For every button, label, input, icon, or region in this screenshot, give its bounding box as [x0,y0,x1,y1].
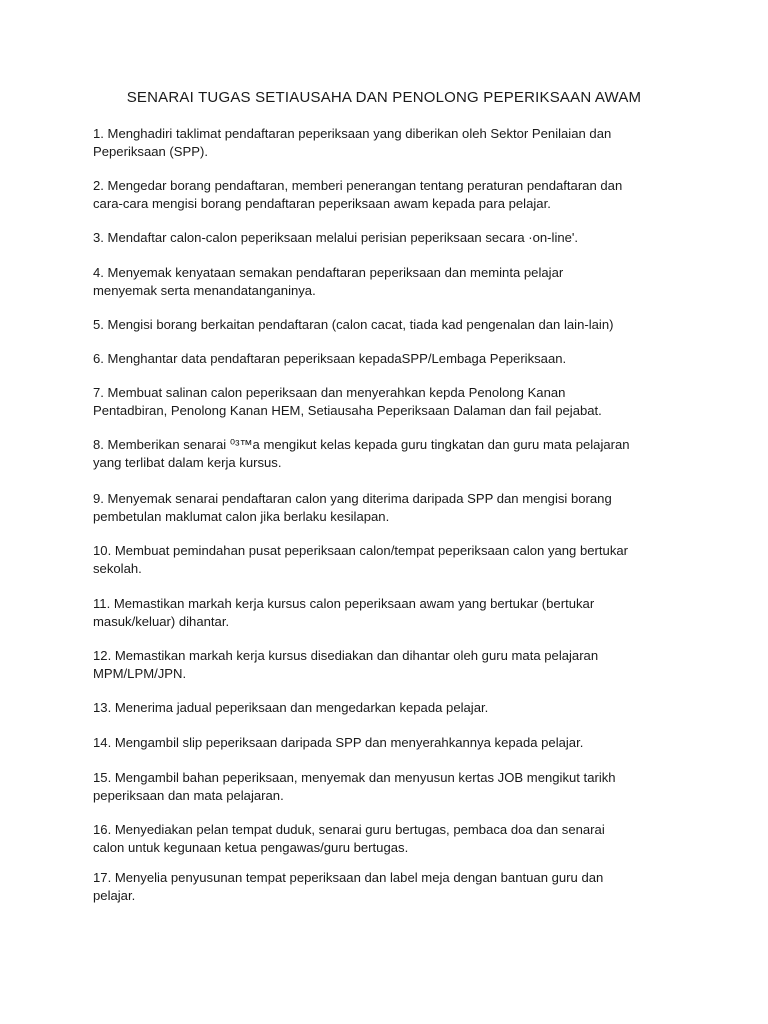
duty-item-4: 4. Menyemak kenyataan semakan pendaftaran peperiksaan dan meminta pelajar menyemak serta menandatanganinya. [93,265,564,298]
duty-item-2: 2. Mengedar borang pendaftaran, memberi penerangan tentang peraturan pendaftaran dan cara-cara mengisi borang pendaftaran peperiksaan awam kepada para pelajar. [93,178,623,211]
duty-item-9: 9. Menyemak senarai pendaftaran calon yang diterima daripada SPP dan mengisi borang pembetulan maklumat calon jika berlaku kesilapan. [93,491,612,524]
duty-item-8: 8. Memberikan senarai ⁰³™a mengikut kelas kepada guru tingkatan dan guru mata pelajaran yang terlibat dalam kerja kursus. [93,437,630,470]
duty-item-17: 17. Menyelia penyusunan tempat peperiksaan dan label meja dengan bantuan guru dan pelajar. [93,870,604,903]
duty-item-3: 3. Mendaftar calon-calon peperiksaan melalui perisian peperiksaan secara ·on-line'. [93,230,579,245]
duty-item-15: 15. Mengambil bahan peperiksaan, menyemak dan menyusun kertas JOB mengikut tarikh peperiksaan dan mata pelajaran. [93,770,616,803]
duty-item-14: 14. Mengambil slip peperiksaan daripada SPP dan menyerahkannya kepada pelajar. [93,735,584,750]
duty-item-10: 10. Membuat pemindahan pusat peperiksaan calon/tempat peperiksaan calon yang bertukar sekolah. [93,543,629,576]
duty-item-5: 5. Mengisi borang berkaitan pendaftaran (calon cacat, tiada kad pengenalan dan lain-lain) [93,317,614,332]
duty-item-12: 12. Memastikan markah kerja kursus disediakan dan dihantar oleh guru mata pelajaran MPM/LPM/JPN. [93,648,599,681]
duty-item-13: 13. Menerima jadual peperiksaan dan mengedarkan kepada pelajar. [93,700,489,715]
duty-item-11: 11. Memastikan markah kerja kursus calon peperiksaan awam yang bertukar (bertukar masuk/keluar) dihantar. [93,596,595,629]
document-title: SENARAI TUGAS SETIAUSAHA DAN PENOLONG PEPERIKSAAN AWAM [126,89,642,106]
duty-item-6: 6. Menghantar data pendaftaran peperiksaan kepadaSPP/Lembaga Peperiksaan. [93,351,567,366]
duty-item-16: 16. Menyediakan pelan tempat duduk, senarai guru bertugas, pembaca doa dan senarai calon untuk kegunaan ketua pengawas/guru bertugas. [93,822,605,855]
duty-item-7: 7. Membuat salinan calon peperiksaan dan menyerahkan kepda Penolong Kanan Pentadbiran, Penolong Kanan HEM, Setiausaha Peperiksaan Dalaman dan fail pejabat. [93,385,602,418]
duty-item-1: 1. Menghadiri taklimat pendaftaran peperiksaan yang diberikan oleh Sektor Penilaian dan Peperiksaan (SPP). [93,126,612,159]
